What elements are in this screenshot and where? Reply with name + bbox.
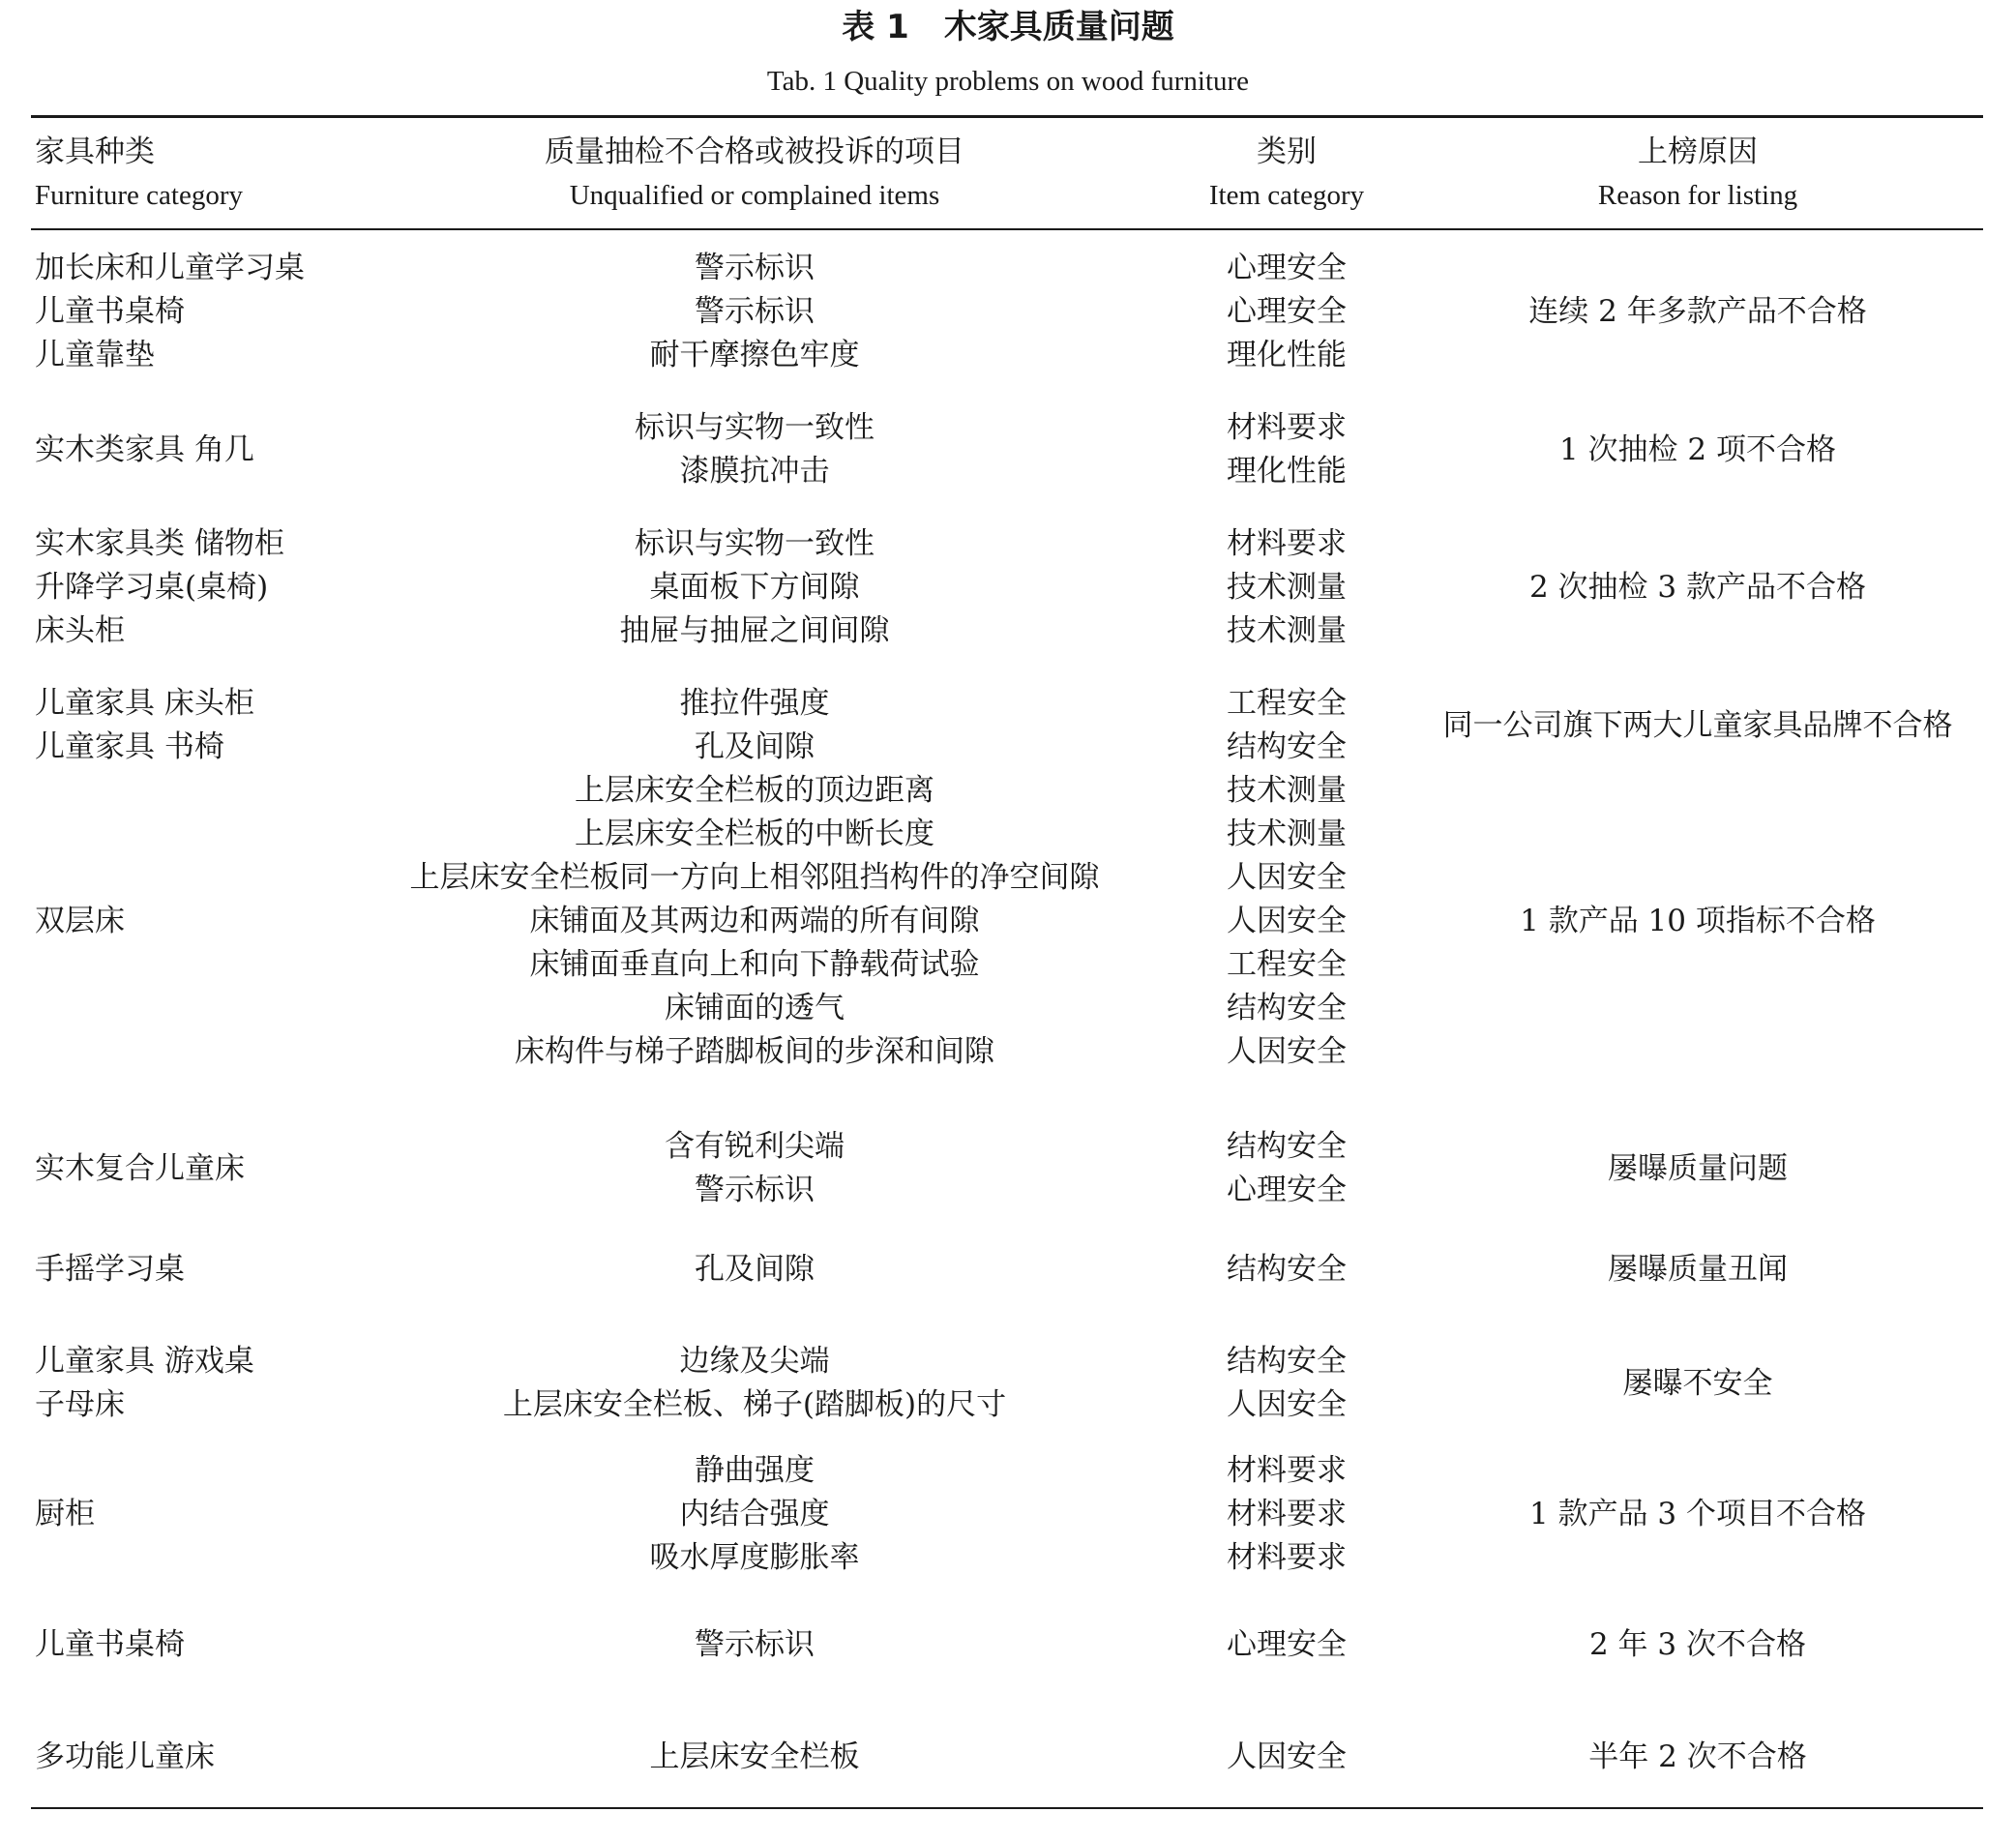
cell-furniture-category-column [35, 682, 383, 769]
cell-reason-column [1422, 406, 1973, 493]
cell-furniture-category: 升降学习桌(桌椅) [35, 570, 269, 605]
cell-unqualified-item-column [368, 682, 1141, 769]
cell-furniture-category: 儿童书桌椅 [35, 294, 185, 329]
header-furniture-category [35, 130, 243, 217]
table-row-group [0, 1728, 2016, 1786]
cell-unqualified-item-column [368, 247, 1141, 377]
cell-item-category: 理化性能 [1227, 338, 1347, 372]
cell-reason: 2 次抽检 3 款产品不合格 [1528, 570, 1866, 605]
cell-unqualified-item: 耐干摩擦色牢度 [649, 338, 860, 372]
cell-unqualified-item: 床铺面的透气 [665, 990, 845, 1025]
cell-reason: 1 款产品 10 项指标不合格 [1520, 903, 1876, 938]
cell-item-category: 结构安全 [1227, 729, 1347, 764]
cell-furniture-category: 子母床 [35, 1387, 125, 1422]
cell-unqualified-item-column [368, 1449, 1141, 1580]
table-row-group [0, 1240, 2016, 1298]
cell-item-category-column [1141, 1240, 1432, 1298]
cell-reason-column [1422, 790, 1973, 1052]
cell-unqualified-item: 警示标识 [695, 294, 815, 329]
cell-furniture-category: 儿童书桌椅 [35, 1626, 185, 1662]
cell-furniture-category-column [35, 790, 383, 1052]
cell-furniture-category-column [35, 1728, 383, 1786]
cell-furniture-category: 厨柜 [35, 1497, 95, 1531]
cell-unqualified-item: 边缘及尖端 [679, 1344, 830, 1379]
cell-item-category: 人因安全 [1227, 1387, 1347, 1422]
cell-item-category-column [1141, 247, 1432, 377]
cell-unqualified-item: 静曲强度 [695, 1453, 815, 1488]
header-zh: 家具种类 [35, 134, 155, 169]
cell-unqualified-item-column [368, 1616, 1141, 1674]
cell-item-category: 人因安全 [1227, 1033, 1347, 1069]
cell-furniture-category: 手摇学习桌 [35, 1251, 185, 1287]
table-row-group [0, 1616, 2016, 1674]
cell-unqualified-item: 吸水厚度膨胀率 [649, 1540, 860, 1575]
cell-item-category: 材料要求 [1227, 1540, 1347, 1575]
cell-item-category-column [1141, 1449, 1432, 1580]
cell-reason-column [1422, 1240, 1973, 1298]
cell-unqualified-item: 警示标识 [695, 251, 815, 285]
cell-reason-column [1422, 1728, 1973, 1786]
cell-furniture-category: 双层床 [35, 903, 125, 938]
cell-reason: 连续 2 年多款产品不合格 [1528, 294, 1867, 329]
cell-item-category-column [1141, 406, 1432, 493]
header-item-category [1141, 130, 1432, 217]
cell-reason-column [1422, 247, 1973, 377]
cell-unqualified-item: 上层床安全栏板、梯子(踏脚板)的尺寸 [502, 1387, 1007, 1422]
cell-item-category: 技术测量 [1227, 816, 1347, 851]
cell-unqualified-item: 上层床安全栏板的中断长度 [575, 816, 934, 851]
cell-reason: 同一公司旗下两大儿童家具品牌不合格 [1442, 707, 1953, 743]
table-title-zh: 木家具质量问题 [943, 8, 1174, 46]
cell-unqualified-item-column [368, 1125, 1141, 1212]
cell-furniture-category: 儿童靠垫 [35, 338, 155, 372]
cell-furniture-category-column [35, 1240, 383, 1298]
cell-unqualified-item: 床构件与梯子踏脚板间的步深和间隙 [515, 1033, 994, 1069]
cell-furniture-category: 实木复合儿童床 [35, 1150, 245, 1186]
cell-furniture-category-column [35, 247, 383, 377]
cell-item-category: 工程安全 [1227, 946, 1347, 982]
cell-furniture-category: 儿童家具 游戏桌 [35, 1344, 254, 1379]
cell-reason: 屡曝质量问题 [1608, 1150, 1788, 1186]
cell-item-category: 材料要求 [1227, 1497, 1347, 1531]
table-row-group [0, 1340, 2016, 1427]
cell-item-category: 人因安全 [1227, 1738, 1347, 1774]
header-rule [31, 228, 1983, 230]
cell-reason: 屡曝不安全 [1622, 1365, 1773, 1401]
table-row-group [0, 247, 2016, 377]
table-title [0, 6, 2016, 48]
table-row-group [0, 522, 2016, 653]
cell-item-category: 心理安全 [1227, 1173, 1347, 1207]
cell-furniture-category: 加长床和儿童学习桌 [35, 251, 305, 285]
cell-item-category: 结构安全 [1227, 1251, 1347, 1287]
bottom-rule [31, 1807, 1983, 1809]
cell-item-category: 理化性能 [1227, 454, 1347, 489]
header-reason-for-listing [1422, 130, 1973, 217]
cell-reason-column [1422, 1340, 1973, 1427]
cell-furniture-category-column [35, 406, 383, 493]
table-title-en: Tab. 1 Quality problems on wood furniture [766, 66, 1250, 97]
cell-furniture-category: 儿童家具 书椅 [35, 729, 224, 764]
cell-item-category-column [1141, 1340, 1432, 1427]
cell-item-category: 心理安全 [1227, 294, 1347, 329]
cell-unqualified-item-column [368, 522, 1141, 653]
cell-furniture-category: 实木家具类 储物柜 [35, 526, 284, 561]
cell-item-category: 结构安全 [1227, 1344, 1347, 1379]
header-en: Furniture category [35, 180, 244, 211]
header-unqualified-items [368, 130, 1141, 217]
cell-unqualified-item: 上层床安全栏板同一方向上相邻阻挡构件的净空间隙 [409, 859, 1100, 895]
cell-item-category: 材料要求 [1227, 1453, 1347, 1488]
cell-unqualified-item: 孔及间隙 [695, 729, 815, 764]
header-en: Item category [1208, 180, 1365, 211]
cell-unqualified-item-column [368, 406, 1141, 493]
cell-unqualified-item: 上层床安全栏板 [649, 1738, 860, 1774]
cell-reason: 屡曝质量丑闻 [1608, 1251, 1788, 1287]
cell-reason: 1 次抽检 2 项不合格 [1558, 431, 1836, 467]
cell-item-category: 心理安全 [1227, 251, 1347, 285]
cell-item-category: 人因安全 [1227, 859, 1347, 895]
cell-reason: 1 款产品 3 个项目不合格 [1528, 1497, 1866, 1531]
cell-item-category-column [1141, 1616, 1432, 1674]
cell-item-category: 心理安全 [1227, 1626, 1347, 1662]
cell-unqualified-item-column [368, 1240, 1141, 1298]
cell-item-category-column [1141, 1125, 1432, 1212]
cell-unqualified-item: 推拉件强度 [679, 686, 830, 721]
cell-reason-column [1422, 682, 1973, 769]
cell-furniture-category-column [35, 1340, 383, 1427]
cell-unqualified-item: 标识与实物一致性 [635, 526, 875, 561]
cell-unqualified-item: 床铺面及其两边和两端的所有间隙 [529, 903, 980, 938]
cell-reason-column [1422, 1125, 1973, 1212]
cell-unqualified-item: 标识与实物一致性 [635, 410, 875, 445]
top-rule [31, 115, 1983, 118]
cell-furniture-category: 床头柜 [35, 613, 125, 648]
cell-furniture-category-column [35, 1449, 383, 1580]
cell-furniture-category: 多功能儿童床 [35, 1738, 215, 1774]
cell-reason-column [1422, 522, 1973, 653]
table-row-group [0, 406, 2016, 493]
header-zh: 类别 [1257, 134, 1317, 169]
table-number: 表 1 [842, 8, 909, 46]
table-row-group [0, 1449, 2016, 1580]
cell-furniture-category-column [35, 522, 383, 653]
header-en: Reason for listing [1597, 180, 1798, 211]
cell-furniture-category: 儿童家具 床头柜 [35, 686, 254, 721]
cell-item-category: 材料要求 [1227, 410, 1347, 445]
table-row-group [0, 682, 2016, 769]
cell-unqualified-item: 孔及间隙 [695, 1251, 815, 1287]
cell-unqualified-item: 上层床安全栏板的顶边距离 [575, 772, 934, 808]
cell-unqualified-item-column [368, 1340, 1141, 1427]
table-row-group [0, 1125, 2016, 1212]
cell-item-category-column [1141, 772, 1432, 1069]
cell-unqualified-item: 含有锐利尖端 [665, 1129, 845, 1164]
cell-unqualified-item: 警示标识 [695, 1173, 815, 1207]
cell-item-category: 人因安全 [1227, 903, 1347, 938]
cell-unqualified-item: 警示标识 [695, 1626, 815, 1662]
header-zh: 上榜原因 [1638, 134, 1758, 169]
cell-item-category: 材料要求 [1227, 526, 1347, 561]
cell-unqualified-item-column [368, 772, 1141, 1069]
cell-unqualified-item: 内结合强度 [679, 1497, 830, 1531]
header-en: Unqualified or complained items [569, 180, 940, 211]
cell-unqualified-item: 抽屉与抽屉之间间隙 [619, 613, 890, 648]
cell-item-category: 技术测量 [1227, 772, 1347, 808]
cell-reason-column [1422, 1616, 1973, 1674]
cell-item-category-column [1141, 522, 1432, 653]
table-row-group [0, 772, 2016, 1069]
cell-unqualified-item: 床铺面垂直向上和向下静载荷试验 [529, 946, 980, 982]
cell-item-category-column [1141, 682, 1432, 769]
header-zh: 质量抽检不合格或被投诉的项目 [545, 134, 964, 169]
cell-furniture-category-column [35, 1125, 383, 1212]
cell-reason-column [1422, 1449, 1973, 1580]
cell-item-category: 技术测量 [1227, 613, 1347, 648]
cell-unqualified-item: 桌面板下方间隙 [649, 570, 860, 605]
cell-unqualified-item-column [368, 1728, 1141, 1786]
cell-item-category: 结构安全 [1227, 990, 1347, 1025]
cell-item-category: 技术测量 [1227, 570, 1347, 605]
cell-item-category: 工程安全 [1227, 686, 1347, 721]
cell-reason: 2 年 3 次不合格 [1588, 1626, 1806, 1662]
cell-furniture-category: 实木类家具 角几 [35, 431, 254, 467]
cell-reason: 半年 2 次不合格 [1588, 1738, 1807, 1774]
cell-item-category-column [1141, 1728, 1432, 1786]
cell-unqualified-item: 漆膜抗冲击 [679, 454, 830, 489]
cell-item-category: 结构安全 [1227, 1129, 1347, 1164]
cell-furniture-category-column [35, 1616, 383, 1674]
